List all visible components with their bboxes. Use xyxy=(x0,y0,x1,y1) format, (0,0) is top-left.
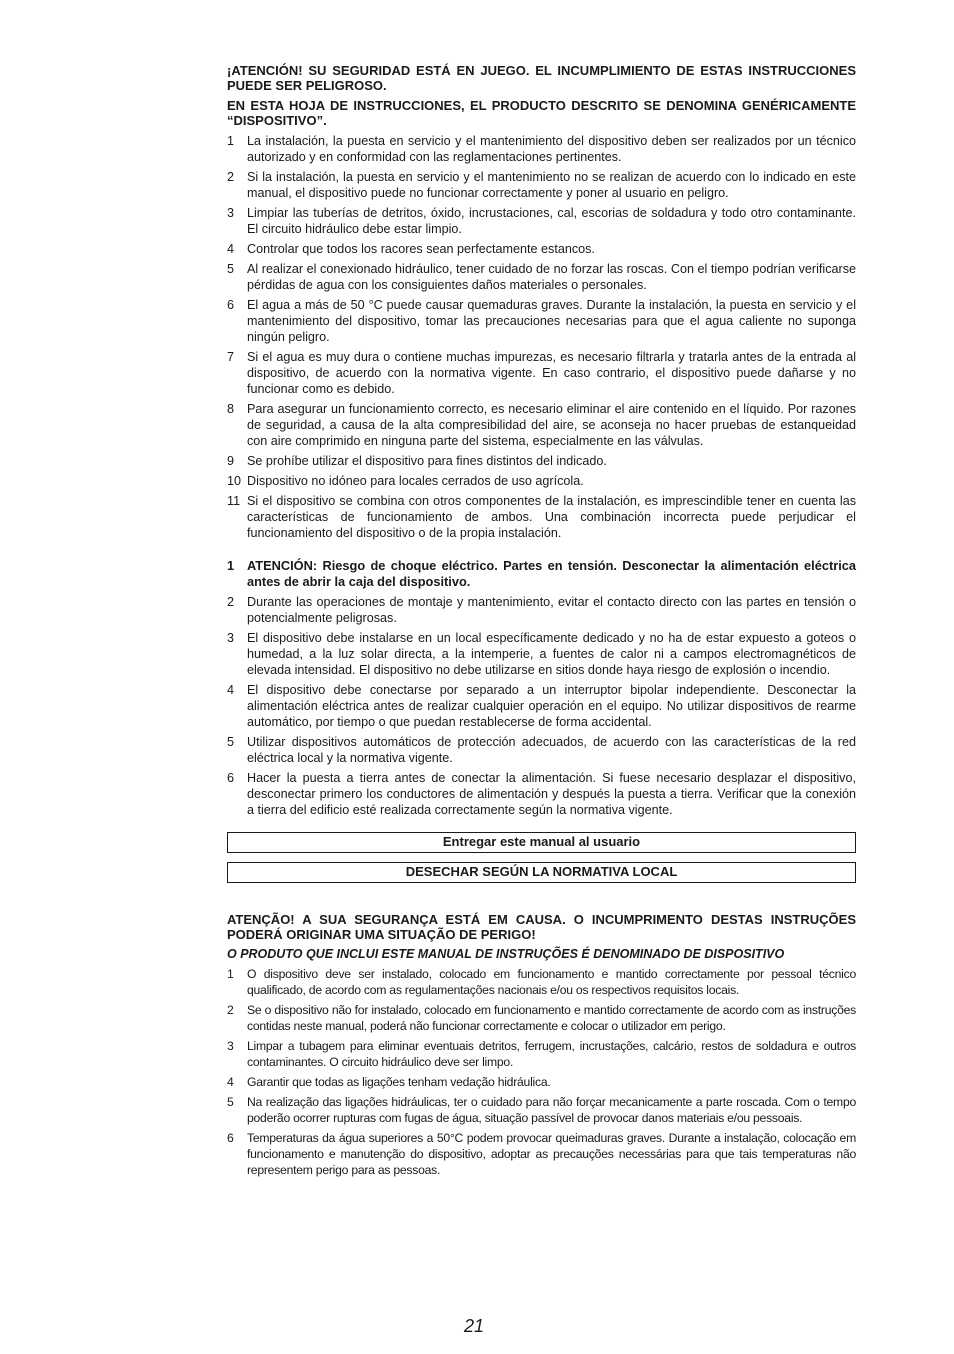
item-text: Se o dispositivo não for instalado, colocado em funcionamento e mantido correctamente de acordo com as instruções contidas neste manual, poderá não funcionar correctamente e colocar o utilizador em perigo. xyxy=(247,1003,856,1033)
item-text: Limpiar las tuberías de detritos, óxido, incrustaciones, cal, escorias de soldadura y todo otro contaminante. El circuito hidráulico debe estar limpio. xyxy=(247,206,856,236)
item-text: Utilizar dispositivos automáticos de protección adecuados, de acuerdo con las características de la red eléctrica local y la normativa vigente. xyxy=(247,735,856,765)
list-item xyxy=(227,169,856,201)
item-text: La instalación, la puesta en servicio y el mantenimiento del dispositivo deben ser realizados por un técnico autorizado y en conformidad con las reglamentaciones pertinentes. xyxy=(247,134,856,164)
page-content xyxy=(227,63,856,1182)
list-item xyxy=(227,630,856,678)
list-item xyxy=(227,1002,856,1034)
item-text: Hacer la puesta a tierra antes de conectar la alimentación. Si fuese necesario desplazar el dispositivo, desconectar primero los conductores de alimentación y después la puesta a tierra. Verificar que la conexión a tierra del edificio esté realizada correctamente según la normativa vigente. xyxy=(247,771,856,817)
list-item xyxy=(227,473,856,489)
item-text: El dispositivo debe instalarse en un local específicamente dedicado y no ha de estar expuesto a goteos o humedad, a la luz solar directa, a la intemperie, a fuentes de calor ni a campos electromagnéticos de elevada intensidad. El dispositivo no debe utilizarse en sitios donde haya riesgo de explosión o incendio. xyxy=(247,631,856,677)
es-warning-title: ¡ATENCIÓN! xyxy=(227,63,303,78)
item-text: Temperaturas da água superiores a 50°C podem provocar queimaduras graves. Durante a instalação, colocação em funcionamento e manutenção do dispositivo, adoptar as precauções necessárias para que tais temperaturas não representem perigo para as pessoas. xyxy=(247,1131,856,1177)
item-number: 10 xyxy=(227,474,242,488)
list-item xyxy=(227,261,856,293)
list-item xyxy=(227,594,856,626)
item-text: Dispositivo no idóneo para locales cerrados de uso agrícola. xyxy=(247,474,584,488)
pt-safety-warning: ATENÇÃO! A SUA SEGURANÇA ESTÁ EM CAUSA. O INCUMPRIMENTO DESTAS INSTRUÇÕES PODERÁ ORIGINAR UMA SITUAÇÃO DE PERIGO! xyxy=(227,912,856,942)
pt-device-definition: O PRODUTO QUE INCLUI ESTE MANUAL DE INSTRUÇÕES É DENOMINADO DE DISPOSITIVO xyxy=(227,947,785,961)
item-text: Para asegurar un funcionamiento correcto, es necesario eliminar el aire contenido en el líquido. Por razones de seguridad, a causa de la alta compresibilidad del aire, se aconseja no hacer pruebas de estanqueidad con aire comprimido en ninguna parte del sistema, especialmente en las válvulas. xyxy=(247,402,856,448)
item-text: Al realizar el conexionado hidráulico, tener cuidado de no forzar las roscas. Con el tiempo podrían verificarse pérdidas de agua con los consiguientes daños materiales o personales. xyxy=(247,262,856,292)
item-number: 7 xyxy=(227,350,235,364)
item-number: 4 xyxy=(227,1075,234,1089)
item-number: 8 xyxy=(227,402,235,416)
list-item xyxy=(227,770,856,818)
list-item xyxy=(227,349,856,397)
es-warning-body: SU SEGURIDAD ESTÁ EN JUEGO. EL INCUMPLIMIENTO DE ESTAS INSTRUCCIONES PUEDE SER PELIGROSO. xyxy=(227,63,856,93)
es-electrical-list xyxy=(227,558,856,818)
list-item xyxy=(227,205,856,237)
item-number: 3 xyxy=(227,631,235,645)
item-text: Garantir que todas as ligações tenham vedação hidráulica. xyxy=(247,1075,551,1089)
pt-general-list xyxy=(227,966,856,1178)
list-item xyxy=(227,966,856,998)
item-number: 1 xyxy=(227,558,235,573)
list-item xyxy=(227,734,856,766)
item-number: 5 xyxy=(227,1095,234,1109)
item-text: El dispositivo debe conectarse por separado a un interruptor bipolar independiente. Desconectar la alimentación eléctrica antes de realizar cualquier operación en el equipo. No utilizar dispositivos de rearme automático, por tiempo o que puedan restablecerse de forma accidental. xyxy=(247,683,856,729)
es-general-list xyxy=(227,133,856,541)
list-item xyxy=(227,1130,856,1178)
item-text: ATENCIÓN: Riesgo de choque eléctrico. Partes en tensión. Desconectar la alimentación eléctrica antes de abrir la caja del dispositivo. xyxy=(247,558,856,589)
section-spacer xyxy=(227,545,856,558)
item-text: Na realização das ligações hidráulicas, ter o cuidado para não forçar mecanicamente a parte roscada. Com o tempo poderão ocorrer rupturas com fugas de água, situação passível de provocar danos materiais e/ou pessoais. xyxy=(247,1095,856,1125)
item-number: 1 xyxy=(227,967,234,981)
item-text: Si el dispositivo se combina con otros componentes de la instalación, es imprescindible tener en cuenta las características de funcionamiento de ambos. Una combinación incorrecta puede perjudicar el funcionamiento del dispositivo o de la propia instalación. xyxy=(247,494,856,540)
disposal-box: DESECHAR SEGÚN LA NORMATIVA LOCAL xyxy=(227,862,856,883)
item-number: 5 xyxy=(227,262,235,276)
item-number: 2 xyxy=(227,170,235,184)
item-number: 4 xyxy=(227,242,235,256)
list-item xyxy=(227,493,856,541)
list-item xyxy=(227,297,856,345)
item-number: 1 xyxy=(227,134,235,148)
item-number: 9 xyxy=(227,454,235,468)
item-text: Si la instalación, la puesta en servicio y el mantenimiento no se realizan de acuerdo con lo indicado en este manual, el dispositivo puede no funcionar correctamente y poner al usuario en peligro. xyxy=(247,170,856,200)
list-item xyxy=(227,241,856,257)
item-number: 2 xyxy=(227,595,235,609)
item-number: 3 xyxy=(227,206,235,220)
list-item xyxy=(227,1094,856,1126)
item-text: Controlar que todos los racores sean perfectamente estancos. xyxy=(247,242,595,256)
item-text: Limpar a tubagem para eliminar eventuais detritos, ferrugem, incrustações, calcário, restos de soldadura e outros contaminantes. O circuito hidráulico deve ser limpo. xyxy=(247,1039,856,1069)
pt-section xyxy=(227,912,856,1178)
list-item xyxy=(227,682,856,730)
list-item xyxy=(227,1074,856,1090)
item-number: 6 xyxy=(227,298,235,312)
item-text: Se prohíbe utilizar el dispositivo para fines distintos del indicado. xyxy=(247,454,607,468)
list-item xyxy=(227,401,856,449)
item-number: 6 xyxy=(227,771,235,785)
page-number: 21 xyxy=(463,1316,485,1336)
list-item xyxy=(227,453,856,469)
item-number: 3 xyxy=(227,1039,234,1053)
es-safety-warning xyxy=(227,63,856,93)
item-text: Durante las operaciones de montaje y mantenimiento, evitar el contacto directo con las partes en tensión o potencialmente peligrosas. xyxy=(247,595,856,625)
item-text: El agua a más de 50 °C puede causar quemaduras graves. Durante la instalación, la puesta en servicio y el mantenimiento del dispositivo, tomar las precauciones necesarias para que el agua caliente no suponga ningún peligro. xyxy=(247,298,856,344)
item-number: 5 xyxy=(227,735,235,749)
item-number: 11 xyxy=(227,494,241,508)
deliver-manual-box: Entregar este manual al usuario xyxy=(227,832,856,853)
list-item xyxy=(227,1038,856,1070)
item-text: Si el agua es muy dura o contiene muchas impurezas, es necesario filtrarla y tratarla antes de la entrada al dispositivo, de acuerdo con la normativa vigente. En caso contrario, el dispositivo puede dañarse y no funcionar como es debido. xyxy=(247,350,856,396)
item-number: 2 xyxy=(227,1003,234,1017)
section-spacer xyxy=(227,822,856,832)
list-item xyxy=(227,133,856,165)
item-text: O dispositivo deve ser instalado, colocado em funcionamento e mantido correctamente por pessoal técnico qualificado, de acordo com as regulamentações nacionais e/ou os respectivos requisitos locais. xyxy=(247,967,856,997)
item-number: 6 xyxy=(227,1131,234,1145)
section-spacer xyxy=(227,892,856,912)
list-item xyxy=(227,558,856,590)
es-device-definition: EN ESTA HOJA DE INSTRUCCIONES, EL PRODUCTO DESCRITO SE DENOMINA GENÉRICAMENTE “DISPOSITIVO”. xyxy=(227,98,856,128)
item-number: 4 xyxy=(227,683,235,697)
